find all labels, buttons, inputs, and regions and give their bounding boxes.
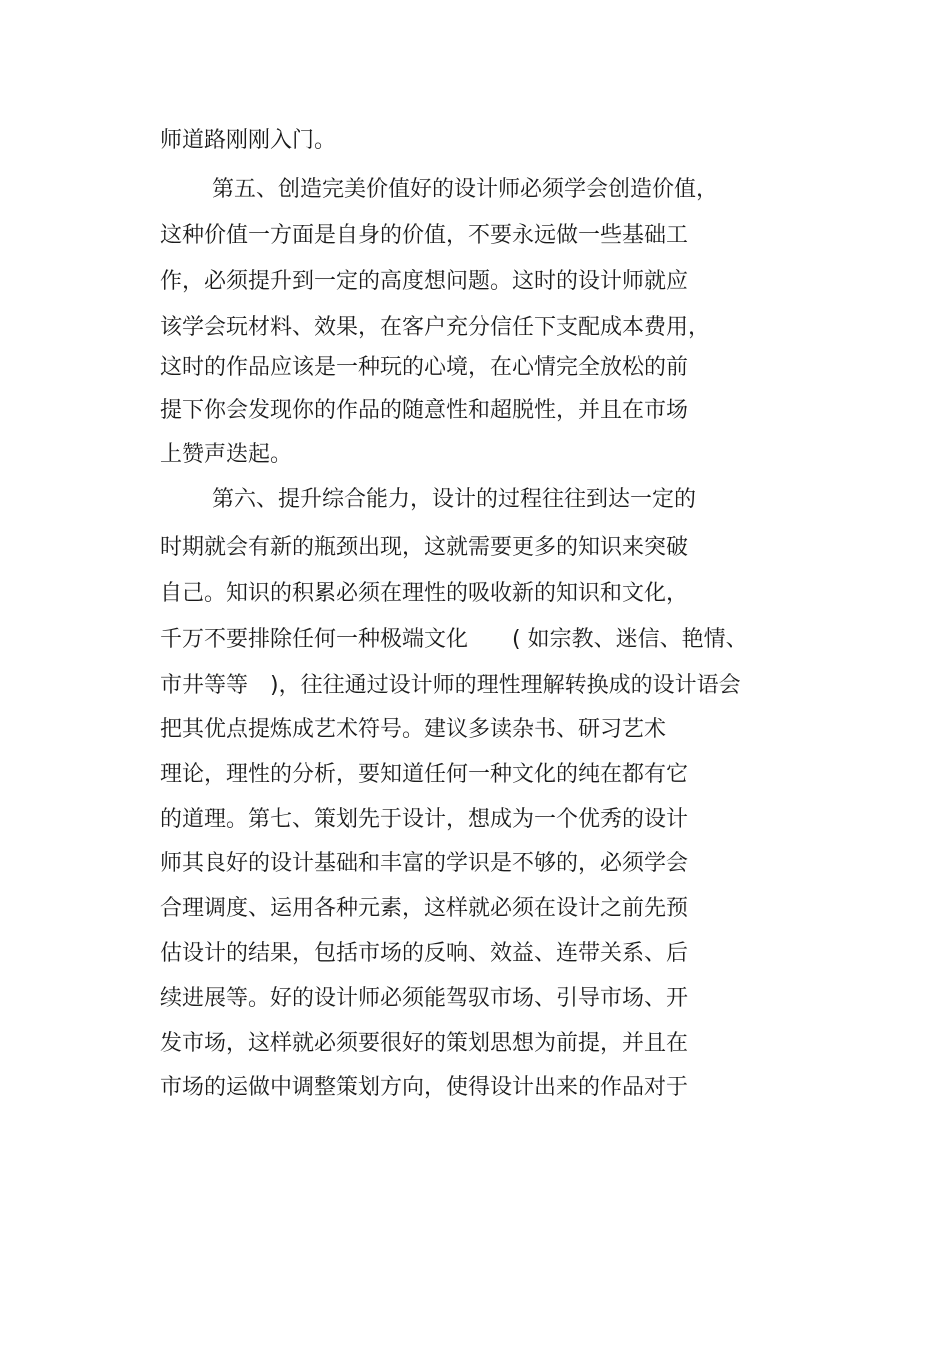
text-line: 第六、提升综合能力，设计的过程往往到达一定的 xyxy=(212,487,697,512)
text-line: 把其优点提炼成艺术符号。建议多读杂书、研习艺术 xyxy=(160,717,667,742)
text-line: 千万不要排除任何一种极端文化 ( 如宗教、迷信、艳情、 xyxy=(160,627,748,652)
text-line: 时期就会有新的瓶颈出现，这就需要更多的知识来突破 xyxy=(160,535,689,560)
text-line: 上赞声迭起。 xyxy=(160,442,293,467)
text-line: 提下你会发现你的作品的随意性和超脱性，并且在市场 xyxy=(160,398,689,423)
text-line: 发市场，这样就必须要很好的策划思想为前提，并且在 xyxy=(160,1031,689,1056)
text-line: 这时的作品应该是一种玩的心境，在心情完全放松的前 xyxy=(160,355,689,380)
text-line: 作，必须提升到一定的高度想问题。这时的设计师就应 xyxy=(160,269,689,294)
text-line: 该学会玩材料、效果，在客户充分信任下支配成本费用， xyxy=(160,315,711,340)
text-line: 估设计的结果，包括市场的反响、效益、连带关系、后 xyxy=(160,941,689,966)
text-line: 师道路刚刚入门。 xyxy=(160,128,337,153)
text-line: 这种价值一方面是自身的价值，不要永远做一些基础工 xyxy=(160,223,689,248)
text-line: 理论，理性的分析，要知道任何一种文化的纯在都有它 xyxy=(160,762,689,787)
text-line: 自己。知识的积累必须在理性的吸收新的知识和文化， xyxy=(160,581,689,606)
text-line: 师其良好的设计基础和丰富的学识是不够的，必须学会 xyxy=(160,851,689,876)
text-line: 合理调度、运用各种元素，这样就必须在设计之前先预 xyxy=(160,896,689,921)
text-line: 第五、创造完美价值好的设计师必须学会创造价值， xyxy=(212,177,719,202)
text-line: 续进展等。好的设计师必须能驾驭市场、引导市场、开 xyxy=(160,986,689,1011)
text-line: 的道理。第七、策划先于设计，想成为一个优秀的设计 xyxy=(160,807,689,832)
text-line: 市场的运做中调整策划方向，使得设计出来的作品对于 xyxy=(160,1075,689,1100)
text-line: 市井等等 )，往往通过设计师的理性理解转换成的设计语会 xyxy=(160,673,741,698)
